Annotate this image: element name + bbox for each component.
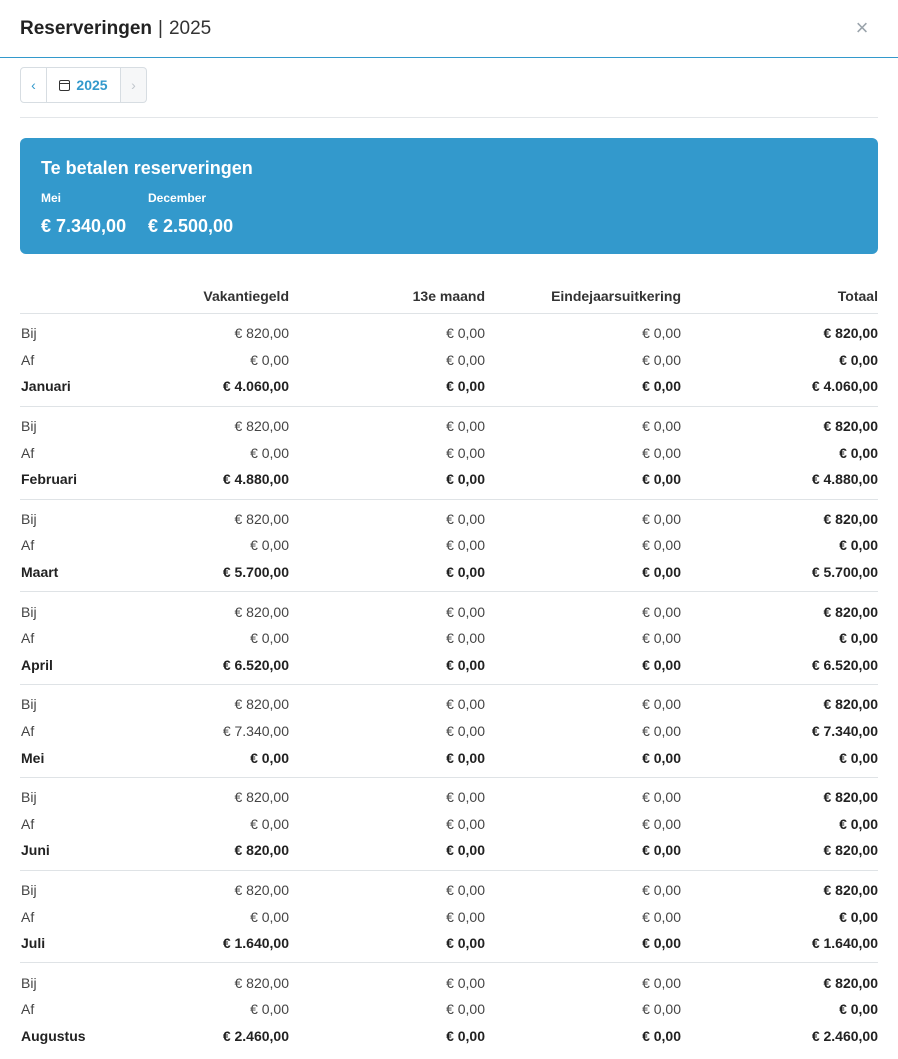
month-total-row <box>20 466 878 499</box>
table-cell: € 0,00 <box>642 603 681 620</box>
table-cell: € 7.340,00 <box>811 723 878 740</box>
table-cell: Bij <box>21 881 37 898</box>
table-cell: € 0,00 <box>446 881 485 898</box>
table-cell: € 820,00 <box>823 881 878 898</box>
table-cell: € 0,00 <box>446 351 485 368</box>
year-navigator <box>20 67 147 105</box>
table-cell: € 1.640,00 <box>116 930 289 963</box>
table-cell: € 0,00 <box>642 881 681 898</box>
table-cell: € 0,00 <box>116 744 289 777</box>
table-cell: € 0,00 <box>642 908 681 925</box>
table-row-bij <box>20 870 878 903</box>
month-total-row <box>20 1023 878 1056</box>
table-cell: Af <box>21 537 35 554</box>
month-total-row <box>20 930 878 963</box>
table-cell: € 0,00 <box>642 444 681 461</box>
table-cell: € 0,00 <box>642 510 681 527</box>
table-row-af <box>20 718 878 745</box>
table-body <box>20 314 878 1056</box>
table-cell: € 0,00 <box>642 815 681 832</box>
payable-reservations-banner <box>20 138 878 254</box>
table-cell: € 2.460,00 <box>222 1027 289 1044</box>
table-cell: € 0,00 <box>485 466 681 499</box>
table-row-bij <box>20 963 878 996</box>
banner-item-label: December <box>148 191 207 205</box>
table-cell: € 820,00 <box>823 510 878 527</box>
table-cell: Bij <box>21 510 37 527</box>
table-cell: € 0,00 <box>642 537 681 554</box>
table-cell: Februari <box>20 466 116 499</box>
table-cell: € 0,00 <box>839 1001 878 1018</box>
table-cell: € 0,00 <box>446 630 485 647</box>
table-cell: € 0,00 <box>289 373 485 406</box>
reservations-table-wrap <box>20 278 878 1055</box>
table-cell: € 820,00 <box>234 789 289 806</box>
table-cell: € 820,00 <box>234 881 289 898</box>
table-cell: € 0,00 <box>642 351 681 368</box>
table-cell: Januari <box>20 373 116 406</box>
table-row-af <box>20 347 878 374</box>
table-cell: Bij <box>21 325 37 342</box>
table-cell: € 0,00 <box>839 351 878 368</box>
table-cell: Af <box>21 1001 35 1018</box>
table-cell: € 820,00 <box>823 603 878 620</box>
modal-header <box>0 0 898 58</box>
month-total-row <box>20 744 878 777</box>
year-picker-button[interactable] <box>47 67 121 103</box>
table-cell: € 0,00 <box>446 908 485 925</box>
table-row-af <box>20 439 878 466</box>
reservations-table <box>20 278 878 1055</box>
table-cell: € 0,00 <box>485 930 681 963</box>
column-header-vakantiegeld: Vakantiegeld <box>116 278 289 314</box>
table-cell: € 0,00 <box>250 815 289 832</box>
page-title: Reserveringen <box>20 18 153 39</box>
table-cell: € 820,00 <box>823 325 878 342</box>
table-cell: Af <box>21 630 35 647</box>
table-cell: € 0,00 <box>642 325 681 342</box>
table-row-bij <box>20 685 878 718</box>
month-total-row <box>20 837 878 870</box>
column-header-totaal: Totaal <box>681 278 878 314</box>
table-cell: € 820,00 <box>234 603 289 620</box>
table-cell: € 0,00 <box>446 815 485 832</box>
title-separator: | <box>158 18 163 39</box>
table-cell: € 0,00 <box>446 537 485 554</box>
table-cell: € 0,00 <box>250 908 289 925</box>
table-row-af <box>20 903 878 930</box>
table-cell: € 820,00 <box>234 418 289 435</box>
table-row-bij <box>20 314 878 347</box>
table-header-row <box>20 278 878 314</box>
table-row-bij <box>20 499 878 532</box>
banner-item-label: Mei <box>41 191 62 205</box>
table-cell: Bij <box>21 789 37 806</box>
year-picker-label: 2025 <box>76 77 108 93</box>
table-cell: € 5.700,00 <box>116 559 289 592</box>
table-cell: € 0,00 <box>642 789 681 806</box>
table-row-af <box>20 625 878 652</box>
table-cell: € 0,00 <box>289 930 485 963</box>
table-cell: Maart <box>20 559 116 592</box>
table-cell: € 0,00 <box>446 603 485 620</box>
table-cell: € 0,00 <box>485 373 681 406</box>
column-header-13e-maand: 13e maand <box>289 278 485 314</box>
table-cell: € 0,00 <box>446 325 485 342</box>
table-cell: € 0,00 <box>642 974 681 991</box>
next-year-button[interactable] <box>121 67 147 103</box>
table-row-bij <box>20 592 878 625</box>
table-cell: Bij <box>21 974 37 991</box>
table-cell: € 0,00 <box>485 559 681 592</box>
table-row-af <box>20 532 878 559</box>
table-cell: € 0,00 <box>642 630 681 647</box>
table-cell: € 0,00 <box>446 444 485 461</box>
table-cell: Af <box>21 908 35 925</box>
table-cell: € 0,00 <box>485 837 681 870</box>
banner-item-december <box>148 190 233 237</box>
table-cell: € 0,00 <box>446 723 485 740</box>
table-cell: € 820,00 <box>234 325 289 342</box>
table-cell: € 820,00 <box>234 974 289 991</box>
previous-year-button[interactable] <box>20 67 47 103</box>
chevron-right-icon: › <box>131 77 136 93</box>
table-cell: € 0,00 <box>250 351 289 368</box>
table-cell: Af <box>21 444 35 461</box>
table-cell: € 0,00 <box>446 789 485 806</box>
table-row-af <box>20 811 878 838</box>
table-cell: € 4.880,00 <box>116 466 289 499</box>
table-cell: € 0,00 <box>839 537 878 554</box>
table-cell: € 0,00 <box>642 1027 681 1044</box>
table-cell: € 820,00 <box>823 418 878 435</box>
table-cell: € 820,00 <box>823 789 878 806</box>
table-cell: Af <box>21 723 35 740</box>
table-row-bij <box>20 406 878 439</box>
banner-item-mei <box>41 190 126 237</box>
table-cell: € 4.880,00 <box>681 466 878 499</box>
table-cell: € 0,00 <box>446 418 485 435</box>
banner-title: Te betalen reserveringen <box>41 158 253 178</box>
table-cell: € 0,00 <box>289 559 485 592</box>
table-cell: € 0,00 <box>446 696 485 713</box>
table-cell: € 820,00 <box>681 837 878 870</box>
table-cell: € 7.340,00 <box>222 723 289 740</box>
table-cell: € 4.060,00 <box>116 373 289 406</box>
table-cell: € 6.520,00 <box>681 652 878 685</box>
table-cell: € 0,00 <box>289 837 485 870</box>
table-cell: € 0,00 <box>642 723 681 740</box>
table-cell: € 820,00 <box>116 837 289 870</box>
table-cell: € 0,00 <box>681 744 878 777</box>
table-cell: Juli <box>20 930 116 963</box>
calendar-icon <box>59 80 70 91</box>
close-icon[interactable]: × <box>855 15 869 40</box>
table-cell: € 0,00 <box>446 1001 485 1018</box>
banner-item-value: € 2.500,00 <box>148 216 234 236</box>
toolbar-divider <box>20 117 878 118</box>
column-header <box>20 278 116 314</box>
table-row-af <box>20 996 878 1023</box>
table-cell: € 0,00 <box>250 1001 289 1018</box>
table-cell: € 0,00 <box>250 537 289 554</box>
table-cell: € 6.520,00 <box>116 652 289 685</box>
table-cell: € 820,00 <box>823 696 878 713</box>
table-cell: € 0,00 <box>485 652 681 685</box>
table-cell: Bij <box>21 418 37 435</box>
table-cell: Af <box>21 815 35 832</box>
banner-item-value: € 7.340,00 <box>41 216 127 236</box>
table-cell: € 820,00 <box>234 696 289 713</box>
table-cell: € 0,00 <box>289 652 485 685</box>
column-header-eindejaarsuitkering: Eindejaarsuitkering <box>485 278 681 314</box>
table-cell: Bij <box>21 603 37 620</box>
table-cell: € 0,00 <box>250 444 289 461</box>
table-cell: € 0,00 <box>642 1001 681 1018</box>
table-cell: Mei <box>20 744 116 777</box>
table-cell: € 0,00 <box>642 418 681 435</box>
table-cell: € 5.700,00 <box>681 559 878 592</box>
table-cell: € 2.460,00 <box>811 1027 878 1044</box>
table-cell: € 0,00 <box>839 908 878 925</box>
table-cell: € 4.060,00 <box>681 373 878 406</box>
table-cell: April <box>20 652 116 685</box>
table-cell: € 0,00 <box>839 444 878 461</box>
month-total-row <box>20 373 878 406</box>
modal-title <box>20 17 211 41</box>
table-cell: € 0,00 <box>839 630 878 647</box>
table-cell: € 1.640,00 <box>681 930 878 963</box>
table-cell: € 0,00 <box>250 630 289 647</box>
month-total-row <box>20 559 878 592</box>
table-cell: Juni <box>20 837 116 870</box>
table-cell: € 0,00 <box>446 1027 485 1044</box>
table-cell: € 0,00 <box>289 466 485 499</box>
table-cell: € 0,00 <box>289 744 485 777</box>
table-cell: Af <box>21 351 35 368</box>
table-cell: Bij <box>21 696 37 713</box>
table-cell: € 820,00 <box>234 510 289 527</box>
table-cell: € 0,00 <box>446 974 485 991</box>
title-year: 2025 <box>168 18 212 39</box>
table-cell: € 0,00 <box>485 744 681 777</box>
month-total-row <box>20 652 878 685</box>
table-row-bij <box>20 777 878 810</box>
table-cell: Augustus <box>21 1027 86 1044</box>
table-cell: € 820,00 <box>823 974 878 991</box>
table-cell: € 0,00 <box>446 510 485 527</box>
chevron-left-icon: ‹ <box>31 77 36 93</box>
table-cell: € 0,00 <box>642 696 681 713</box>
table-cell: € 0,00 <box>839 815 878 832</box>
